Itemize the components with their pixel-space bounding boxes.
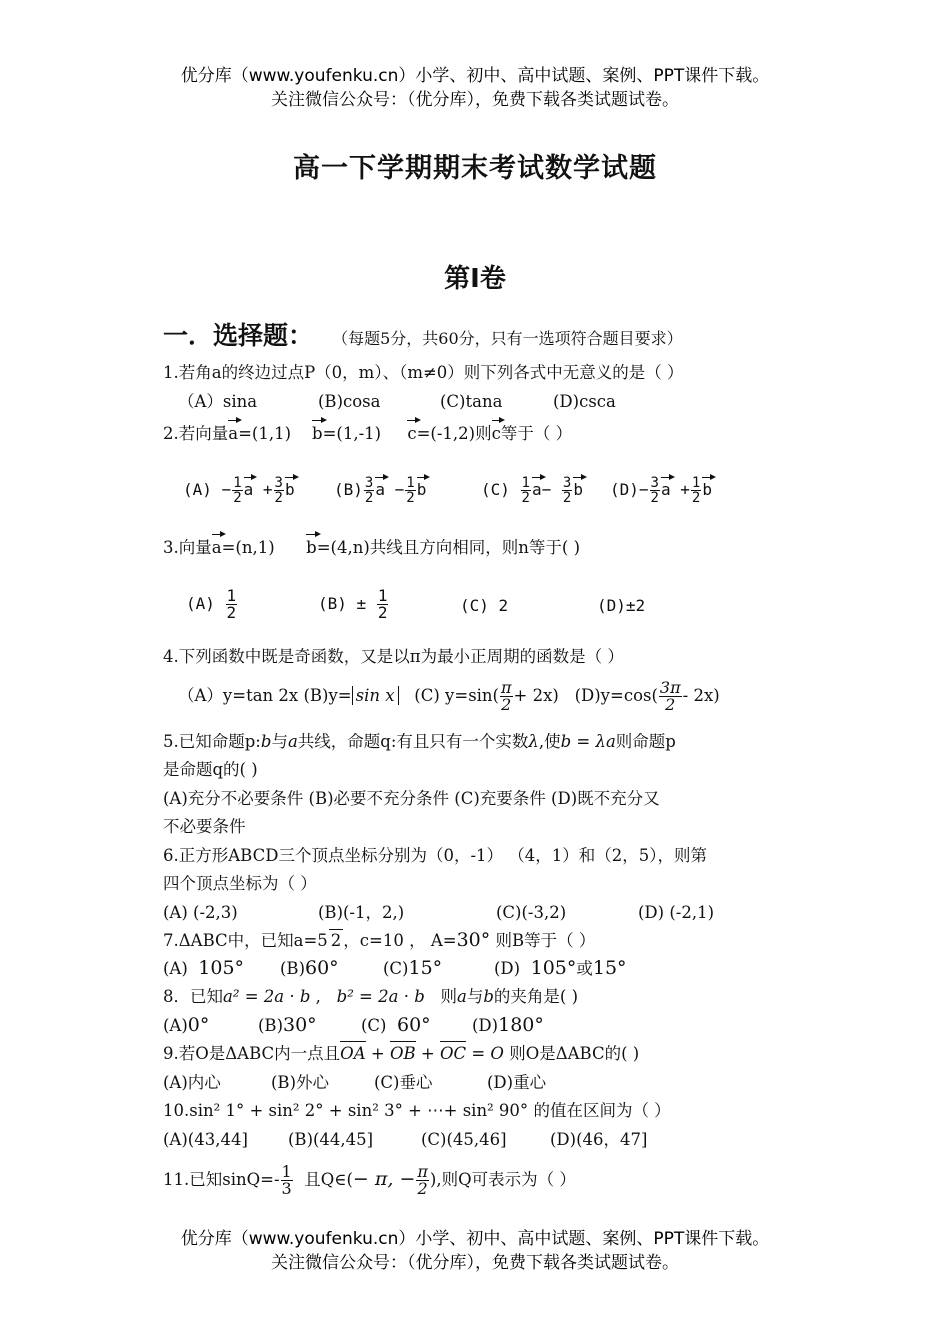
q7-stem xyxy=(163,929,595,952)
or-text: 或 xyxy=(576,959,593,978)
q2-opt-label: (D) xyxy=(610,480,639,499)
frac-den: 2 xyxy=(659,696,682,713)
vector-b: b xyxy=(312,424,323,443)
q5-text: ,使 xyxy=(538,732,561,751)
q8-option-a xyxy=(163,1014,209,1037)
var-a: a xyxy=(287,732,298,751)
q11-text: ),则Q可表示为（ ） xyxy=(429,1170,576,1189)
q7-option-a xyxy=(163,957,244,980)
frac-num: 1 xyxy=(691,475,701,491)
q5-line-1 xyxy=(163,731,676,753)
vector-b: b xyxy=(284,480,295,499)
q6-option-b: (B)(-1，2,) xyxy=(318,903,405,922)
frac-den: 2 xyxy=(274,490,283,506)
q6-option-a: (A) (-2,3) xyxy=(163,903,238,922)
q3-option-b xyxy=(318,588,389,621)
var-b: b xyxy=(260,732,272,751)
vector-a: a xyxy=(243,480,254,499)
q11-stem xyxy=(163,1164,576,1197)
opt-value: 15° xyxy=(408,957,443,979)
q7-text: 7.ΔABC中，已知a=5 xyxy=(163,931,328,950)
q2-option-c xyxy=(481,476,583,505)
section-head: 一．选择题： xyxy=(163,321,314,350)
vector-b: b xyxy=(306,538,317,557)
q4-options xyxy=(178,680,720,713)
vector-ob: OB xyxy=(389,1044,416,1063)
q2-opt-sign: − xyxy=(638,480,649,499)
var-b: b xyxy=(483,987,494,1006)
sqrt: 2 xyxy=(330,931,342,950)
frac-num: π xyxy=(501,678,512,697)
volume-title: 第I卷 xyxy=(444,264,506,294)
q5-text: 共线，命题q:有且只有一个实数 xyxy=(297,732,529,751)
q8-text: 的夹角是( ) xyxy=(493,987,579,1006)
q6-line-2: 四个顶点坐标为（ ） xyxy=(163,874,317,893)
sum-expression: sin² 1° + sin² 2° + sin² 3° + ⋯+ sin² 90° xyxy=(189,1101,529,1120)
opt-value: 0° xyxy=(187,1014,210,1036)
opt-value: 60° xyxy=(305,957,339,979)
frac-den: 2 xyxy=(377,603,388,622)
q2-opt-sign: − xyxy=(221,480,232,499)
vector-a: a xyxy=(660,480,671,499)
frac-den: 2 xyxy=(233,490,242,506)
q9-option-a: (A)内心 xyxy=(163,1073,221,1092)
q5-text: 5.已知命题p: xyxy=(163,732,261,751)
q4-option-b: (B)y= xyxy=(303,686,352,705)
frac-den: 2 xyxy=(364,490,374,506)
q2-opt-label: (A) xyxy=(183,480,212,499)
q7-option-c xyxy=(383,957,442,980)
opt-label: (B) xyxy=(258,1016,283,1035)
q3-stem xyxy=(163,537,580,559)
q10-option-d: (D)(46，47] xyxy=(550,1130,648,1149)
q1-option-b: (B)cosa xyxy=(318,392,381,411)
var-a: a xyxy=(457,987,467,1006)
q5-line-4: 不必要条件 xyxy=(163,817,246,836)
q2-opt-sign: − xyxy=(541,480,552,499)
vector-b: b xyxy=(702,480,712,499)
frac-num: 1 xyxy=(281,1162,292,1181)
equation: b² = 2a · b xyxy=(336,987,425,1006)
opt-label: (C) xyxy=(383,959,409,978)
q4-option-a: （A）y=tan 2x xyxy=(178,686,299,705)
vector-oa: OA xyxy=(340,1044,366,1063)
q9-text: 则O是ΔABC的( ) xyxy=(509,1044,640,1063)
frac-den: 3 xyxy=(281,1179,292,1198)
q5-line-2: 是命题q的( ) xyxy=(163,760,258,779)
vector-a: a xyxy=(228,424,239,443)
banner-line-1: 优分库（www.youfenku.cn）小学、初中、高中试题、案例、PPT课件下载。 xyxy=(180,66,770,86)
q7-text: ，c=10 ， A= xyxy=(343,931,457,950)
frac-num: 3π xyxy=(659,678,681,697)
q4-option-c: (C) y=sin( xyxy=(414,686,499,705)
frac-num: 1 xyxy=(226,586,237,605)
q5-text: 与 xyxy=(271,732,288,751)
plus-minus: ± xyxy=(356,594,367,613)
footer-banner xyxy=(0,1227,950,1275)
opt-label: (A) xyxy=(163,1016,188,1035)
frac-num: 3 xyxy=(650,475,659,491)
q1-option-d: (D)csca xyxy=(553,392,616,411)
q2-c-value: =(-1,2)则 xyxy=(416,424,492,443)
q4-d-tail: - 2x) xyxy=(682,686,720,705)
vector-a: a xyxy=(531,480,542,499)
q3-opt-label: (A) xyxy=(186,594,215,613)
q6-option-d: (D) (-2,1) xyxy=(638,903,715,922)
q10-option-a: (A)(43,44] xyxy=(163,1130,248,1149)
frac-num: 1 xyxy=(521,475,530,491)
q2-opt-sign: + xyxy=(262,480,273,499)
banner-line-2: 关注微信公众号：（优分库），免费下载各类试题试卷。 xyxy=(271,90,679,110)
opt-value: 105° xyxy=(198,957,245,979)
q2-number: 2.若向量 xyxy=(163,424,229,443)
interval-left: − π, − xyxy=(352,1168,416,1190)
q10-option-b: (B)(44,45] xyxy=(288,1130,374,1149)
page-title: 高一下学期期末考试数学试题 xyxy=(293,153,657,184)
frac-den: 2 xyxy=(650,490,659,506)
opt-value: 180° xyxy=(498,1014,544,1036)
abs-sin: sin x xyxy=(352,686,399,705)
vector-a: a xyxy=(375,480,385,499)
q8-stem: 8．已知a² = 2a · b , b² = 2a · b 则a与b的夹角是( ) xyxy=(163,987,579,1006)
q10-text: 10. xyxy=(163,1101,190,1120)
q4-c-tail: + 2x) xyxy=(513,686,559,705)
section-heading xyxy=(163,316,683,352)
q9-stem: 9.若O是ΔABC内一点且OA + OB + OC = O 则O是ΔABC的( ) xyxy=(163,1044,640,1063)
frac-den: 2 xyxy=(691,490,701,506)
frac-den: 2 xyxy=(226,603,237,622)
frac-num: 1 xyxy=(406,475,415,491)
q10-option-c: (C)(45,46] xyxy=(421,1130,507,1149)
vector-c: c xyxy=(407,424,417,443)
var-lambda: λ xyxy=(528,732,539,751)
opt-label: (D) xyxy=(494,959,521,978)
q8-option-b xyxy=(258,1014,317,1037)
q1-option-c: (C)tana xyxy=(440,392,503,411)
q5-line-3: (A)充分不必要条件 (B)必要不充分条件 (C)充要条件 (D)既不充分又 xyxy=(163,789,660,808)
opt-value: 105° xyxy=(530,957,577,979)
opt-value: 60° xyxy=(397,1014,431,1036)
q7-option-d xyxy=(494,957,627,980)
q2-opt-sign: − xyxy=(394,480,405,499)
opt-label: (B) xyxy=(280,959,305,978)
q1-option-a: （A）sina xyxy=(178,392,258,411)
opt-label: (C) xyxy=(361,1016,387,1035)
frac-num: 3 xyxy=(562,475,572,491)
header-banner xyxy=(0,64,950,112)
q3-number: 3.向量 xyxy=(163,538,212,557)
frac-num: 1 xyxy=(233,475,242,491)
q9-option-b: (B)外心 xyxy=(271,1073,329,1092)
q3-a-value: =(n,1) xyxy=(221,538,275,557)
q9-text: 9.若O是ΔABC内一点且 xyxy=(163,1044,341,1063)
equation: a² = 2a · b xyxy=(223,987,311,1006)
q4-option-d: (D)y=cos( xyxy=(574,686,658,705)
q11-text: 且Q∈( xyxy=(304,1170,353,1189)
frac-num: 3 xyxy=(364,475,374,491)
q8-text: 8．已知 xyxy=(163,987,223,1006)
q10-stem xyxy=(163,1100,671,1122)
q2-opt-label: (C) xyxy=(481,480,510,499)
q11-text: 11.已知sinQ=- xyxy=(163,1170,280,1189)
q10-text: 的值在区间为（ ） xyxy=(533,1101,671,1120)
frac-den: 2 xyxy=(521,490,530,506)
q2-opt-sign: + xyxy=(680,480,690,499)
opt-label: (A) xyxy=(163,959,188,978)
opt-value: 30° xyxy=(283,1014,317,1036)
q3-option-d: (D)±2 xyxy=(597,596,646,615)
q6-line-1: 6.正方形ABCD三个顶点坐标分别为（0，-1） （4，1）和（2，5），则第 xyxy=(163,846,708,865)
banner-line-2: 关注微信公众号：（优分库），免费下载各类试题试卷。 xyxy=(271,1253,679,1273)
vector-b: b xyxy=(416,480,427,499)
opt-value: 15° xyxy=(592,957,627,979)
q2-option-a xyxy=(183,476,295,505)
vector-a: a xyxy=(211,538,222,557)
frac-num: 1 xyxy=(377,586,388,605)
q2-option-d xyxy=(610,476,712,505)
frac-den: 2 xyxy=(406,490,415,506)
q4-stem: 4.下列函数中既是奇函数，又是以π为最小正周期的函数是（ ） xyxy=(163,647,624,666)
q9-option-c: (C)垂心 xyxy=(374,1073,433,1092)
frac-num: 3 xyxy=(274,475,283,491)
q6-option-c: (C)(-3,2) xyxy=(496,903,567,922)
vector-oc: OC xyxy=(439,1044,467,1063)
vector-b: b xyxy=(573,480,583,499)
q9-option-d: (D)重心 xyxy=(487,1073,547,1092)
banner-line-1: 优分库（www.youfenku.cn）小学、初中、高中试题、案例、PPT课件下载。 xyxy=(180,1229,770,1249)
angle: 30° xyxy=(456,929,491,951)
q3-opt-label: (B) xyxy=(318,594,347,613)
q3-b-value: =(4,n)共线且方向相同，则n等于( ) xyxy=(316,538,581,557)
q7-text: 则B等于（ ） xyxy=(490,931,596,950)
q3-option-c: (C) 2 xyxy=(460,596,509,615)
q2-stem xyxy=(163,423,572,445)
q2-a-value: =(1,1) xyxy=(238,424,292,443)
q2-option-b xyxy=(334,476,426,505)
q1-stem: 1.若角a的终边过点P（0，m）、（m≠0）则下列各式中无意义的是（ ） xyxy=(163,363,684,382)
q3-option-a xyxy=(186,588,238,621)
q5-text: 则命题p xyxy=(615,732,676,751)
frac-den: 2 xyxy=(417,1179,428,1198)
section-note: （每题5分，共60分，只有一选项符合题目要求） xyxy=(332,329,683,348)
opt-label: (D) xyxy=(472,1016,499,1035)
equation: b = λa xyxy=(560,732,616,751)
frac-den: 2 xyxy=(562,490,572,506)
q2-opt-label: (B) xyxy=(334,480,363,499)
q7-option-b xyxy=(280,957,339,980)
q8-option-d xyxy=(472,1014,544,1037)
q8-text: 则 xyxy=(440,987,458,1006)
q2-tail: 等于（ ） xyxy=(500,424,573,443)
frac-num: π xyxy=(417,1162,428,1181)
q8-text: 与 xyxy=(466,987,484,1006)
q2-b-value: =(1,-1) xyxy=(322,424,382,443)
vector-c: c xyxy=(491,424,501,443)
q8-option-c xyxy=(361,1014,431,1037)
frac-den: 2 xyxy=(501,695,512,714)
equation: = O xyxy=(471,1044,504,1063)
